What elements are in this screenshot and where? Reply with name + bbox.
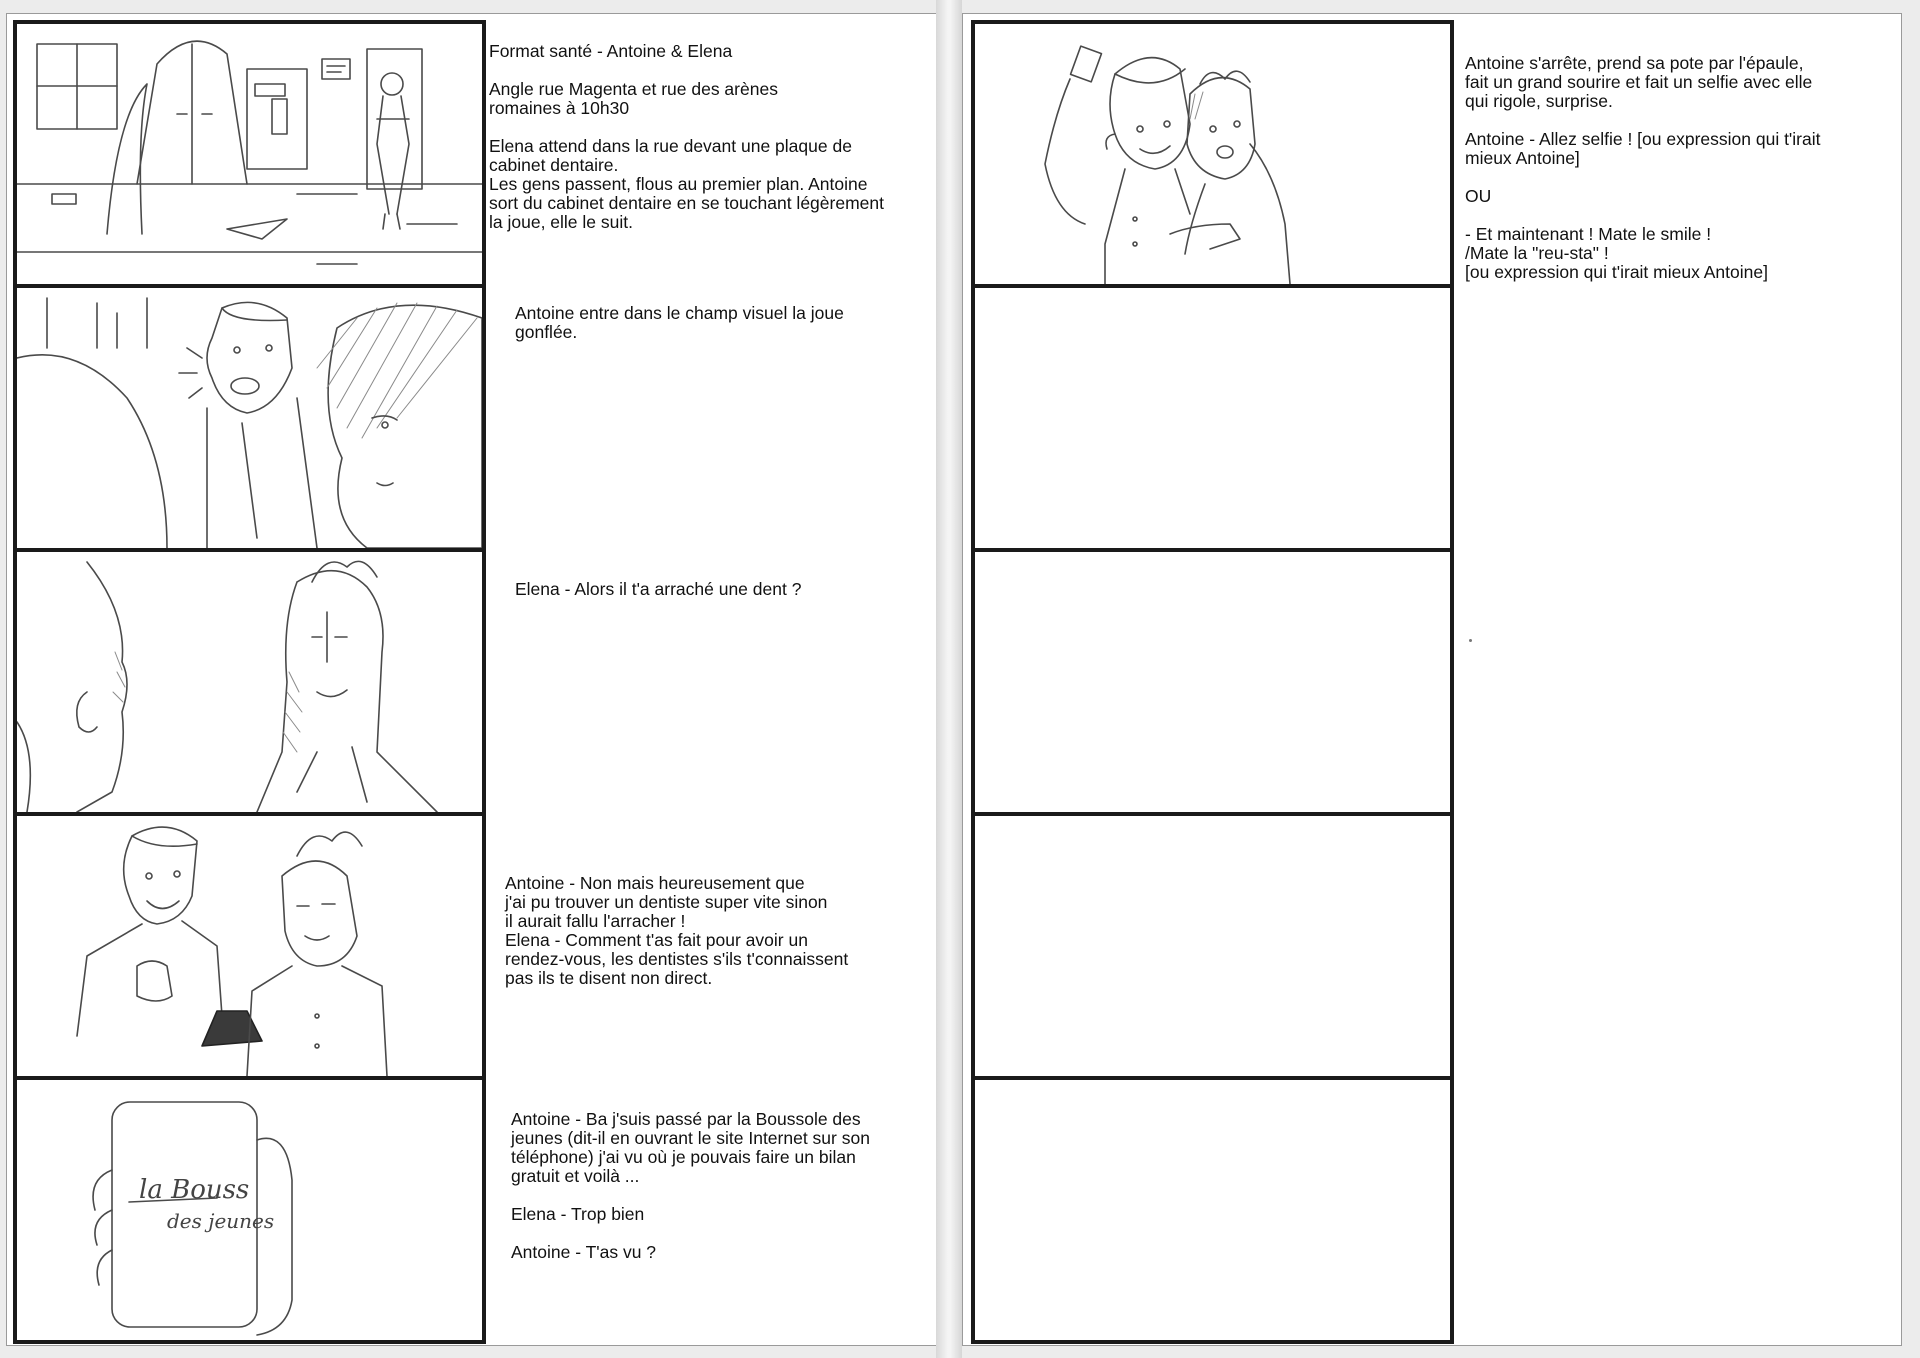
- elena-question-sketch: [17, 552, 482, 812]
- paper-speck: [1469, 639, 1472, 642]
- elena-trop-bien-line: Elena - Trop bien: [511, 1204, 645, 1224]
- antoine-elena-dialogue: Antoine - Non mais heureusement que j'ai pu trouver un dentiste super vite sinon il aurait fallu l'arracher ! Elena - Comment t'as fait pour avoir un rendez-vous, les dentistes s'ils t'connaissent pas ils te disent non direct.: [505, 873, 849, 988]
- selfie-description: Antoine s'arrête, prend sa pote par l'épaule, fait un grand sourire et fait un selfie avec elle qui rigole, surprise.: [1465, 53, 1813, 111]
- antoine-selfie-line: Antoine - Allez selfie ! [ou expression qui t'irait mieux Antoine]: [1465, 129, 1821, 168]
- scene-location: Angle rue Magenta et rue des arènes romaines à 10h30: [489, 79, 778, 118]
- svg-text:des jeunes: des jeunes: [167, 1209, 275, 1233]
- right-storyboard-page: [962, 13, 1902, 1346]
- panel-2-notes: [515, 304, 925, 361]
- panel-1-notes: [489, 42, 929, 251]
- panel-5-drawing: [13, 1076, 486, 1344]
- panel-10-empty: [971, 1076, 1454, 1344]
- panel-7-empty: [971, 284, 1454, 552]
- phone-boussole-sketch: [17, 1080, 482, 1340]
- binding-gutter: [936, 0, 962, 1358]
- antoine-swollen-cheek-sketch: [17, 288, 482, 548]
- panel-6-notes: [1465, 54, 1885, 301]
- panel-2-description: Antoine entre dans le champ visuel la joue gonflée.: [515, 303, 844, 342]
- panel-3-notes: [515, 580, 925, 618]
- ou-separator: OU: [1465, 186, 1492, 206]
- scene-description: Elena attend dans la rue devant une plaque de cabinet dentaire. Les gens passent, flous au premier plan. Antoine sort du cabinet dentaire en se touchant légèrement la joue, elle le suit.: [489, 136, 884, 232]
- alternative-line: - Et maintenant ! Mate le smile ! /Mate la "reu-sta" ! [ou expression qui t'irait mieux Antoine]: [1465, 224, 1768, 282]
- panel-9-empty: [971, 812, 1454, 1080]
- elena-line-1: Elena - Alors il t'a arraché une dent ?: [515, 579, 802, 599]
- panel-5-notes: [511, 1110, 931, 1281]
- street-dentist-sketch: [17, 24, 482, 284]
- svg-text:la Bouss: la Bouss: [139, 1175, 250, 1205]
- antoine-tas-vu-line: Antoine - T'as vu ?: [511, 1242, 657, 1262]
- antoine-elena-talking-sketch: [17, 816, 482, 1076]
- left-storyboard-page: [6, 13, 937, 1346]
- panel-8-empty: [971, 548, 1454, 816]
- antoine-boussole-line: Antoine - Ba j'suis passé par la Boussole des jeunes (dit-il en ouvrant le site Internet sur son téléphone) j'ai vu où je pouvais faire un bilan gratuit et voilà ...: [511, 1109, 870, 1186]
- panel-3-drawing: [13, 548, 486, 816]
- scene-title: Format santé - Antoine & Elena: [489, 41, 733, 61]
- panel-4-drawing: [13, 812, 486, 1080]
- panel-2-drawing: [13, 284, 486, 552]
- panel-1-drawing: [13, 20, 486, 288]
- panel-4-notes: [505, 874, 925, 1007]
- panel-6-drawing: [971, 20, 1454, 288]
- selfie-sketch: [975, 24, 1450, 284]
